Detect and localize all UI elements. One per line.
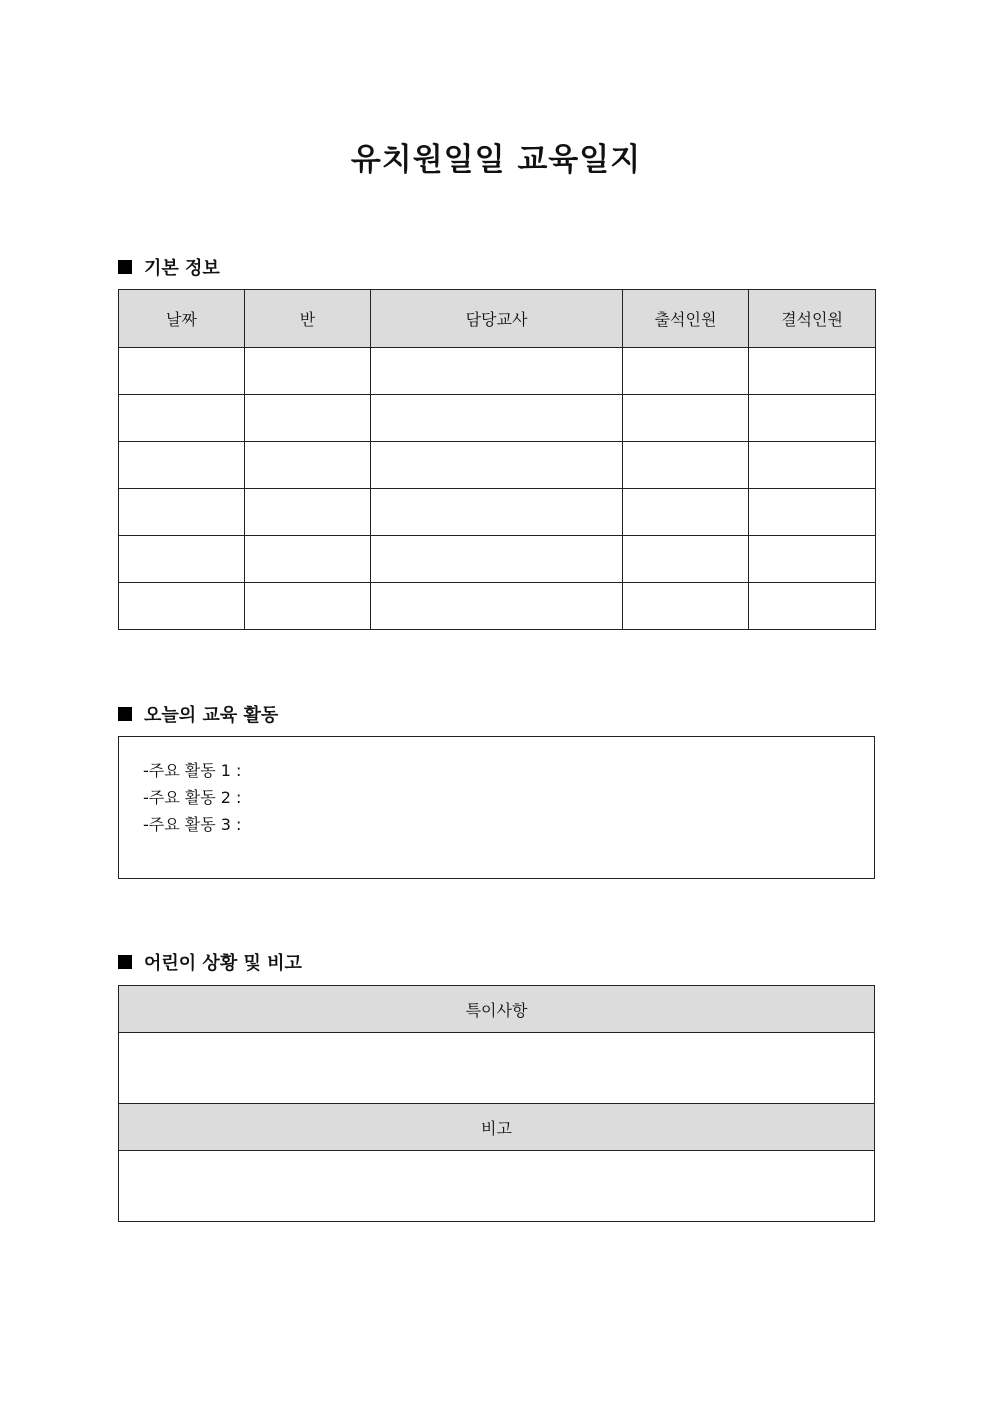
column-header-absence: 결석인원 <box>749 290 876 348</box>
table-cell[interactable] <box>245 536 371 583</box>
column-header-class: 반 <box>245 290 371 348</box>
square-bullet-icon <box>118 955 132 969</box>
special-notes-label: 특이사항 <box>119 986 875 1033</box>
column-header-attendance: 출석인원 <box>623 290 749 348</box>
section-heading-text: 오늘의 교육 활동 <box>144 705 279 726</box>
section-heading-notes <box>118 949 302 975</box>
table-row <box>119 442 876 489</box>
table-cell[interactable] <box>119 536 245 583</box>
table-cell[interactable] <box>623 536 749 583</box>
table-cell[interactable] <box>371 442 623 489</box>
table-cell[interactable] <box>371 536 623 583</box>
table-row <box>119 536 876 583</box>
table-row <box>119 348 876 395</box>
table-cell[interactable] <box>623 442 749 489</box>
table-cell[interactable] <box>371 395 623 442</box>
activity-box[interactable] <box>118 736 875 879</box>
table-cell[interactable] <box>119 583 245 630</box>
square-bullet-icon <box>118 260 132 274</box>
table-cell[interactable] <box>371 348 623 395</box>
special-notes-field[interactable] <box>119 1033 875 1104</box>
table-cell[interactable] <box>749 395 876 442</box>
table-header-row <box>119 290 876 348</box>
section-heading-basic <box>118 254 220 280</box>
table-cell[interactable] <box>623 583 749 630</box>
table-cell[interactable] <box>245 489 371 536</box>
activity-line-3: -주요 활동 3 : <box>143 815 242 834</box>
table-cell[interactable] <box>119 395 245 442</box>
table-cell[interactable] <box>749 583 876 630</box>
table-row <box>119 395 876 442</box>
column-header-date: 날짜 <box>119 290 245 348</box>
remarks-field[interactable] <box>119 1151 875 1222</box>
table-cell[interactable] <box>749 489 876 536</box>
activity-line-1: -주요 활동 1 : <box>143 761 242 780</box>
table-cell[interactable] <box>245 395 371 442</box>
table-cell[interactable] <box>245 442 371 489</box>
table-cell[interactable] <box>371 489 623 536</box>
square-bullet-icon <box>118 707 132 721</box>
table-cell[interactable] <box>245 583 371 630</box>
activity-line-2: -주요 활동 2 : <box>143 788 242 807</box>
section-heading-activity <box>118 701 278 727</box>
table-row <box>119 583 876 630</box>
table-cell[interactable] <box>119 442 245 489</box>
table-cell[interactable] <box>119 489 245 536</box>
table-cell[interactable] <box>245 348 371 395</box>
table-cell[interactable] <box>749 348 876 395</box>
remarks-label: 비고 <box>119 1104 875 1151</box>
table-row <box>119 489 876 536</box>
section-heading-text: 기본 정보 <box>144 258 220 279</box>
table-cell[interactable] <box>119 348 245 395</box>
table-cell[interactable] <box>623 489 749 536</box>
column-header-teacher: 담당교사 <box>371 290 623 348</box>
table-cell[interactable] <box>623 395 749 442</box>
notes-table <box>118 985 875 1222</box>
table-cell[interactable] <box>371 583 623 630</box>
table-cell[interactable] <box>749 536 876 583</box>
page-title: 유치원일일 교육일지 <box>350 142 642 178</box>
table-cell[interactable] <box>749 442 876 489</box>
section-heading-text: 어린이 상황 및 비고 <box>144 953 302 974</box>
basic-info-table <box>118 289 876 630</box>
table-cell[interactable] <box>623 348 749 395</box>
